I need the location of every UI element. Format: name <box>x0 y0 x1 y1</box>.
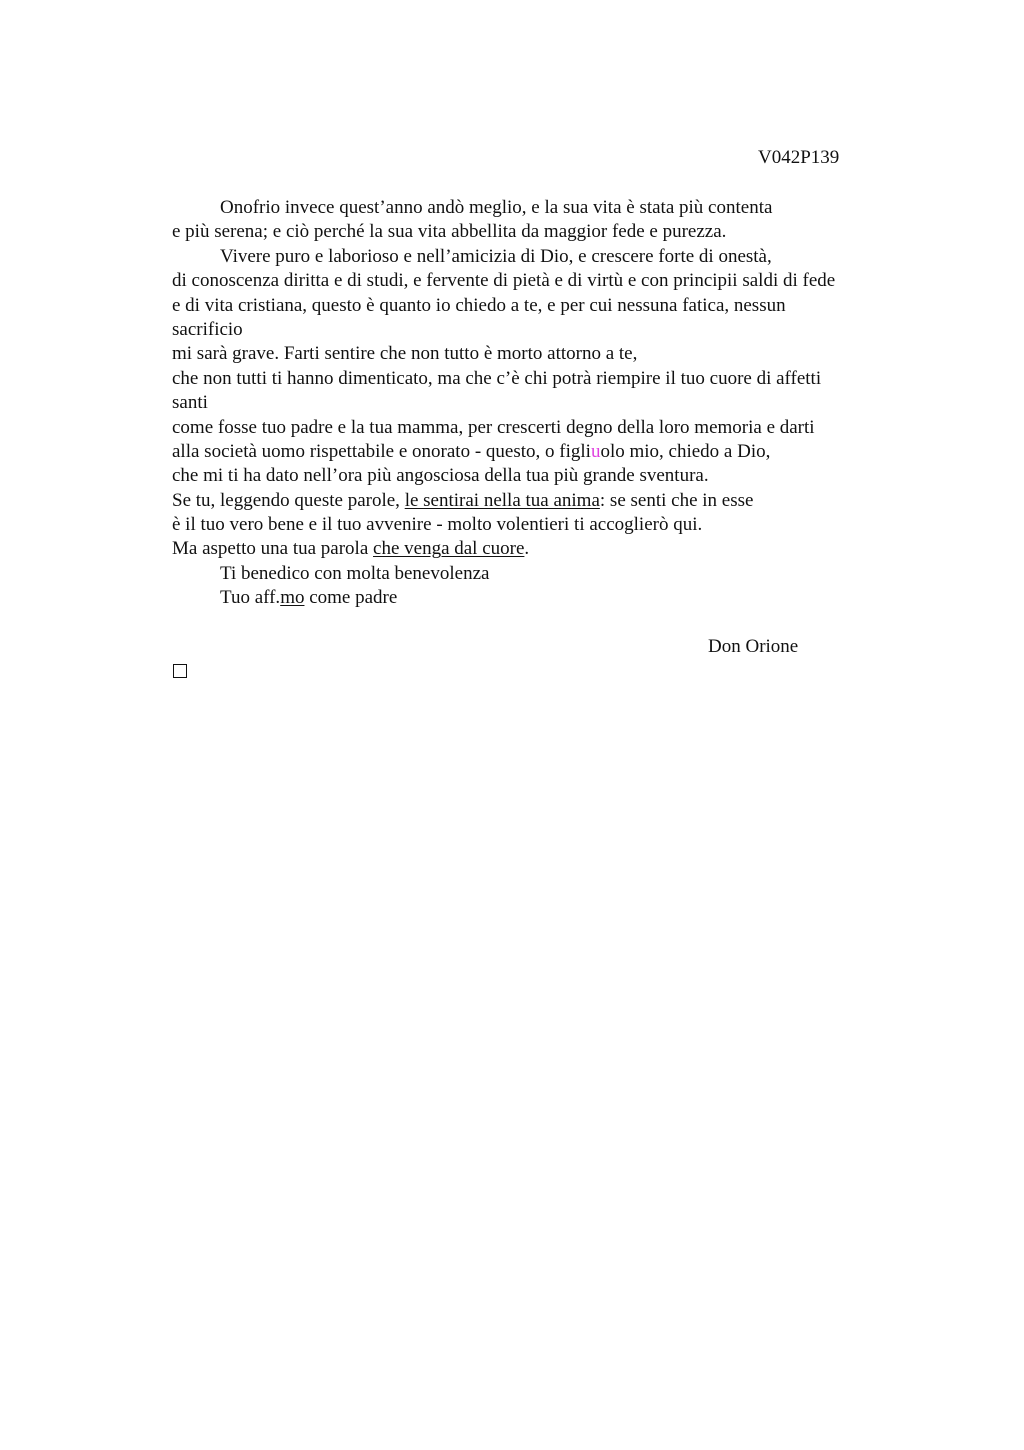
letter-body <box>172 196 902 611</box>
text-line: che mi ti ha dato nell’ora più angosciosa della tua più grande sventura. <box>172 465 709 487</box>
text-line: santi <box>172 392 208 414</box>
underlined-text: che venga dal cuore <box>373 538 525 560</box>
text-segment: olo mio, chiedo a Dio, <box>600 440 771 462</box>
signature: Don Orione <box>708 636 799 657</box>
text-line: Ti benedico con molta benevolenza <box>220 562 490 584</box>
text-segment: . <box>524 538 530 560</box>
text-line: di conoscenza diritta e di studi, e fervente di pietà e di virtù e con principii saldi di fede <box>172 270 836 292</box>
text-line <box>172 537 902 561</box>
text-segment: alla società uomo rispettabile e onorato - questo, o figli <box>172 440 591 462</box>
text-line: come fosse tuo padre e la tua mamma, per crescerti degno della loro memoria e darti <box>172 416 815 438</box>
text-segment: Se tu, leggendo queste parole, <box>172 489 405 511</box>
text-line: è il tuo vero bene e il tuo avvenire - molto volentieri ti accoglierò qui. <box>172 514 703 536</box>
text-line <box>172 440 902 464</box>
text-segment: Ma aspetto una tua parola <box>172 538 374 560</box>
text-segment: : se senti che in esse <box>599 489 754 511</box>
empty-checkbox-icon <box>173 664 187 678</box>
text-segment: Tuo aff. <box>220 587 281 609</box>
text-line: e più serena; e ciò perché la sua vita abbellita da maggior fede e purezza. <box>172 221 727 243</box>
highlighted-letter: u <box>590 440 601 462</box>
text-line: che non tutti ti hanno dimenticato, ma che c’è chi potrà riempire il tuo cuore di affetti <box>172 367 822 389</box>
text-line: Onofrio invece quest’anno andò meglio, e la sua vita è stata più contenta <box>220 197 773 218</box>
text-line <box>172 489 902 513</box>
text-line: Vivere puro e laborioso e nell’amicizia di Dio, e crescere forte di onestà, <box>220 245 772 267</box>
text-line: e di vita cristiana, questo è quanto io chiedo a te, e per cui nessuna fatica, nessun <box>172 294 786 316</box>
page-reference: V042P139 <box>758 147 840 168</box>
underlined-text: le sentirai nella tua anima <box>404 489 600 511</box>
text-line: sacrificio <box>172 318 243 340</box>
text-line: mi sarà grave. Farti sentire che non tutto è morto attorno a te, <box>172 343 638 365</box>
text-line <box>172 586 902 610</box>
text-segment: come padre <box>304 587 398 609</box>
underlined-text: mo <box>280 587 305 609</box>
